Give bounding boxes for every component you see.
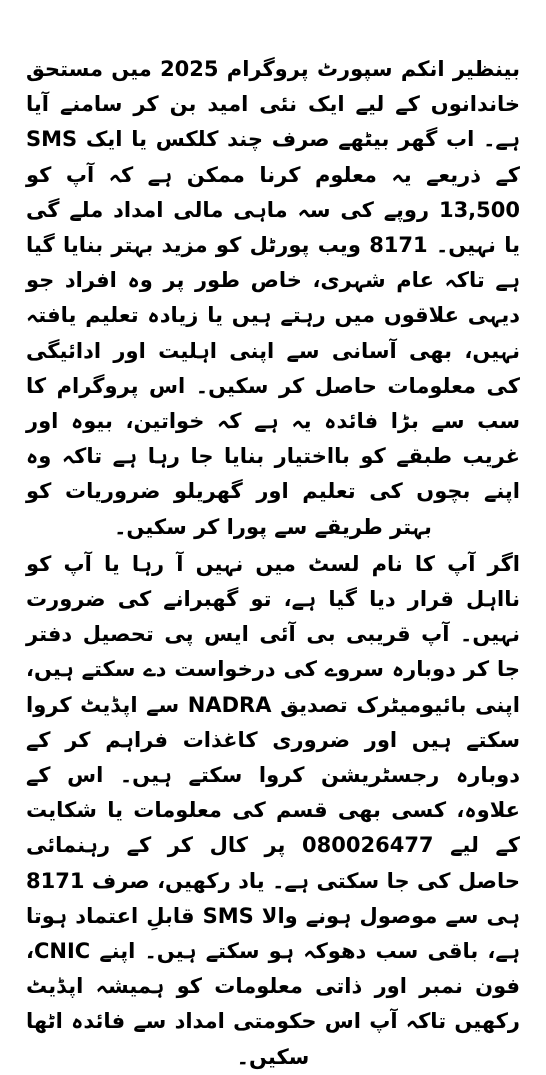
article-paragraph-2: اگر آپ کا نام لسٹ میں نہیں آ رہا یا آپ کو نااہل قرار دیا گیا ہے، تو گھبرانے کی ضرورت نہیں۔ آپ قریبی بی آئی ایس پی تحصیل دفتر جا کر دوبارہ سروے کی درخواست دے سکتے ہیں، اپنی بائیومیٹرک تصدیق NADRA سے اپڈیٹ کروا سکتے ہیں اور ضروری کاغذات فراہم کر کے دوبارہ رجسٹریشن کروا سکتے ہیں۔ اس کے علاوہ، کسی بھی قسم کی معلومات یا شکایت کے لیے 080026477 پر کال کر کے رہنمائی حاصل کی جا سکتی ہے۔ یاد رکھیں، صرف 8171 ہی سے موصول ہونے والا SMS قابلِ اعتماد ہوتا ہے، باقی سب دھوکہ ہو سکتے ہیں۔ اپنے CNIC، فون نمبر اور ذاتی معلومات کو ہمیشہ اپڈیٹ رکھیں تاکہ آپ اس حکومتی امداد سے فائدہ اٹھا سکیں۔ xyxy=(26,551,520,1069)
article-paragraph-1: بینظیر انکم سپورٹ پروگرام 2025 میں مستحق خاندانوں کے لیے ایک نئی امید بن کر سامنے آیا ہے۔ اب گھر بیٹھے صرف چند کلکس یا ایک SMS کے ذریعے یہ معلوم کرنا ممکن ہے کہ آپ کو 13,500 روپے کی سہ ماہی مالی امداد ملے گی یا نہیں۔ 8171 ویب پورٹل کو مزید بہتر بنایا گیا ہے تاکہ عام شہری، خاص طور پر وہ افراد جو دیہی علاقوں میں رہتے ہیں یا زیادہ تعلیم یافتہ نہیں، بھی آسانی سے اپنی اہلیت اور ادائیگی کی معلومات حاصل کر سکیں۔ اس پروگرام کا سب سے بڑا فائدہ یہ ہے کہ خواتین، بیوہ اور غریب طبقے کو بااختیار بنایا جا رہا ہے تاکہ وہ اپنے بچوں کی تعلیم اور گھریلو ضروریات کو بہتر طریقے سے پورا کر سکیں۔ xyxy=(26,57,520,539)
